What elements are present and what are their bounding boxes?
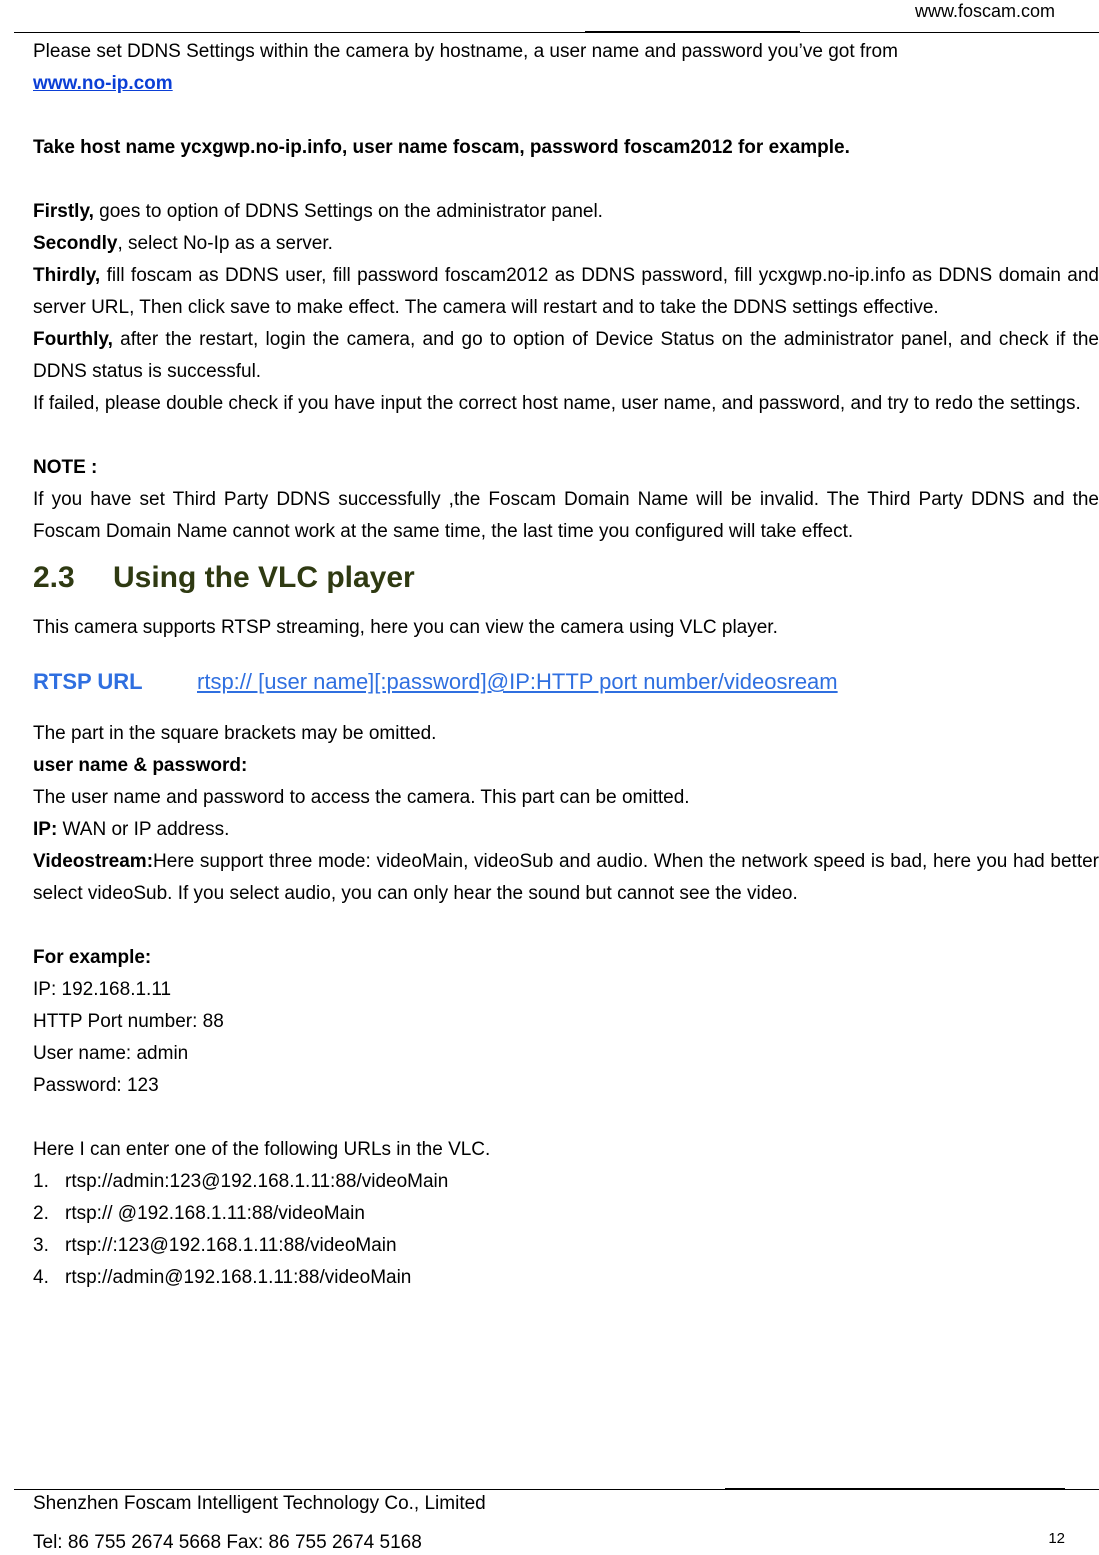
step-text: goes to option of DDNS Settings on the administrator panel. — [93, 201, 603, 222]
rtsp-url-template: rtsp:// [user name][:password]@IP:HTTP port number/videosream — [197, 669, 838, 694]
section-number: 2.3 — [33, 561, 75, 594]
example-user: User name: admin — [33, 1043, 189, 1064]
example-port: HTTP Port number: 88 — [33, 1011, 224, 1032]
user-password-heading: user name & password: — [33, 755, 248, 776]
step-text: fill foscam as DDNS user, fill password foscam2012 as DDNS password, fill ycxgwp.no-ip.info as DDNS domain and server URL, Then click save to make effect. The camera will restart and to take the DDNS settings effective. — [33, 265, 1099, 318]
intro-paragraph — [33, 36, 1099, 100]
videostream-text: Here support three mode: videoMain, videoSub and audio. When the network speed is bad, here you had better select videoSub. If you select audio, you can only hear the sound but cannot see the video. — [33, 851, 1099, 904]
list-item-url: rtsp://admin:123@192.168.1.11:88/videoMain — [65, 1171, 449, 1192]
section-title: Using the VLC player — [113, 561, 415, 594]
vlc-intro: This camera supports RTSP streaming, here you can view the camera using VLC player. — [33, 617, 778, 638]
section-heading — [33, 558, 1099, 598]
list-item-number: 2. — [33, 1203, 49, 1224]
step-firstly — [33, 196, 1099, 228]
page-number: 12 — [1048, 1530, 1065, 1547]
step-label: Thirdly, — [33, 265, 101, 286]
list-item-url: rtsp://:123@192.168.1.11:88/videoMain — [65, 1235, 397, 1256]
list-item — [33, 1230, 1099, 1262]
footer-contact: Tel: 86 755 2674 5668 Fax: 86 755 2674 5168 — [33, 1532, 422, 1553]
note-text: If you have set Third Party DDNS successfully ,the Foscam Domain Name will be invalid. The Third Party DDNS and the Foscam Domain Name cannot work at the same time, the last time you configured will take effect. — [33, 489, 1099, 542]
step-label: Fourthly, — [33, 329, 113, 350]
ip-text: WAN or IP address. — [57, 819, 230, 840]
list-item — [33, 1198, 1099, 1230]
step-text: , select No-Ip as a server. — [117, 233, 333, 254]
list-item-number: 3. — [33, 1235, 49, 1256]
example-password: Password: 123 — [33, 1075, 159, 1096]
step-fourthly — [33, 324, 1099, 388]
header-rule — [14, 32, 1099, 33]
list-item-number: 1. — [33, 1171, 49, 1192]
example-ip: IP: 192.168.1.11 — [33, 979, 172, 1000]
rtsp-url-line — [33, 666, 1099, 698]
step-label: Secondly — [33, 233, 118, 254]
footer-company: Shenzhen Foscam Intelligent Technology Co., Limited — [33, 1493, 486, 1514]
example-heading: Take host name ycxgwp.no-ip.info, user name foscam, password foscam2012 for example. — [33, 137, 850, 158]
videostream-label: Videostream: — [33, 851, 154, 872]
footer-rule-accent — [725, 1488, 1065, 1490]
step-secondly — [33, 228, 1099, 260]
list-item — [33, 1166, 1099, 1198]
step-text: after the restart, login the camera, and go to option of Device Status on the administrator panel, and check if the DDNS status is successful. — [33, 329, 1099, 382]
no-ip-link[interactable]: www.no-ip.com — [33, 73, 173, 94]
urls-intro: Here I can enter one of the following URLs in the VLC. — [33, 1139, 491, 1160]
rtsp-url-label: RTSP URL — [33, 669, 143, 694]
for-example-heading: For example: — [33, 947, 152, 968]
user-password-text: The user name and password to access the camera. This part can be omitted. — [33, 787, 690, 808]
videostream-definition — [33, 846, 1099, 910]
intro-text: Please set DDNS Settings within the camera by hostname, a user name and password you’ve got from — [33, 41, 898, 62]
list-item-url: rtsp://admin@192.168.1.11:88/videoMain — [65, 1267, 412, 1288]
ip-label: IP: — [33, 819, 58, 840]
header-rule-accent — [585, 31, 800, 33]
failed-paragraph: If failed, please double check if you have input the correct host name, user name, and password, and try to redo the settings. — [33, 393, 1081, 414]
list-item — [33, 1262, 1099, 1294]
list-item-number: 4. — [33, 1267, 49, 1288]
page-content — [33, 36, 1099, 1294]
brackets-note: The part in the square brackets may be omitted. — [33, 723, 437, 744]
step-thirdly — [33, 260, 1099, 324]
step-label: Firstly, — [33, 201, 94, 222]
ip-definition — [33, 814, 1099, 846]
list-item-url: rtsp:// @192.168.1.11:88/videoMain — [65, 1203, 365, 1224]
note-label: NOTE : — [33, 457, 98, 478]
header-url: www.foscam.com — [914, 1, 1055, 21]
